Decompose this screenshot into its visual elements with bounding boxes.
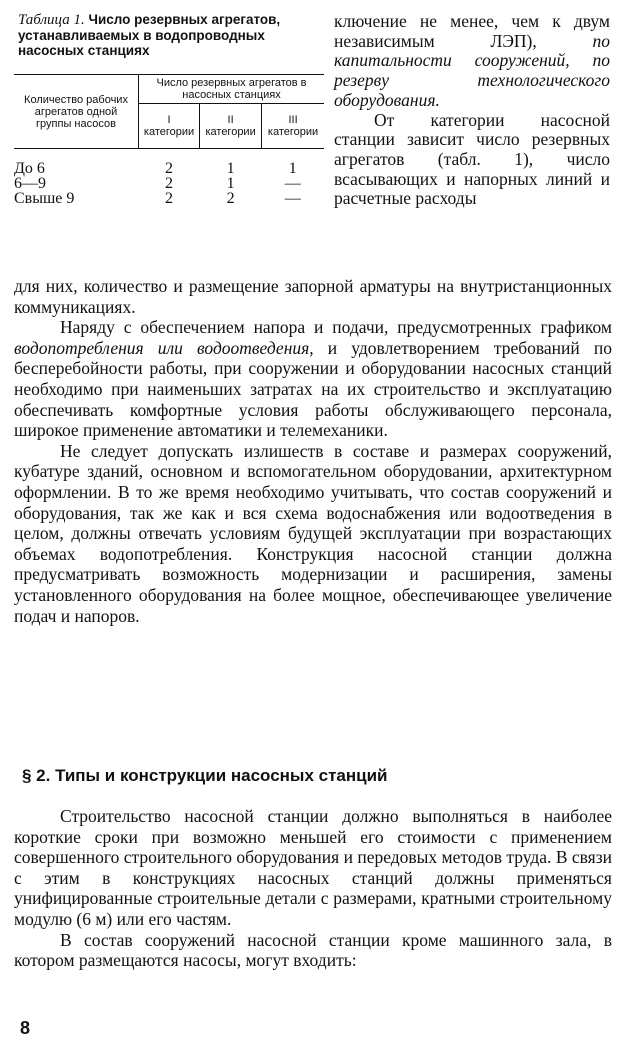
table-row [14,191,324,206]
paragraph [14,317,612,441]
main-text-lower [14,806,612,971]
page-number: 8 [20,1018,31,1038]
table-cell: — [284,190,301,207]
column-header-category-2: II категории [200,104,262,149]
right-column-text [334,12,610,209]
table-row [14,149,324,177]
column-header-category-3: III категории [262,104,324,149]
table-row-label: Свыше 9 [14,190,75,207]
table-cell: 2 [165,175,174,192]
italic-text-run: водопотребления или водоотведения, [14,337,314,358]
paragraph: В состав сооружений насосной станции кроме машинного зала, в котором размещаются насосы, могут входить: [14,929,612,971]
reserve-units-table [14,74,324,206]
text-run: Наряду с обеспечением напора и подачи, предусмотренных графиком [60,317,612,338]
section-heading: § 2. Типы и конструкции насосных станций [22,766,388,785]
table-cell: 2 [226,190,235,207]
table-caption-title: Число резервных агрегатов, устанавливаемых в водопроводных насосных станциях [18,12,281,58]
column-header-reserve-units: Число резервных агрегатов в насосных станциях [139,75,325,104]
paragraph-continuation: для них, количество и размещение запорной арматуры на внутристанционных коммуникациях. [14,276,612,317]
column-header-working-units: Количество рабочих агрегатов одной группы насосов [14,75,139,149]
paragraph: От категории насосной станции зависит число резервных агрегатов (табл. 1), число всасывающих и напорных линий и расчетные расходы [334,109,610,209]
table-cell: 1 [226,175,235,192]
table-cell: — [284,175,301,192]
table-cell: 1 [288,160,297,177]
table-row [14,176,324,191]
table-caption [18,12,318,58]
table-caption-number: Таблица 1. [18,12,85,28]
column-header-category-1: I категории [139,104,200,149]
table-cell: 2 [165,190,174,207]
italic-text-run: по капитальности сооружений, по резерву технологического оборудования. [334,30,610,110]
table-cell: 2 [165,160,174,177]
paragraph [334,12,610,111]
paragraph: Строительство насосной станции должно выполняться в наиболее короткие сроки при возможно меньшей его стоимости с применением совершенного строительного оборудования и передовых методов труда. В связи с этим в конструкциях насосных станций должны применяться унифицированные строительные детали с размерами, кратными строительному модулю (6 м) или его частям. [14,806,612,929]
text-run: ключение не менее, чем к двум независимым ЛЭП), [334,11,610,51]
table-row-label: До 6 [14,160,45,177]
table-cell: 1 [226,160,235,177]
main-text-upper [14,276,612,626]
text-run: и удовлетворением требований по бесперебойности работы, при сооружении и оборудовании насосных станций необходимо при наименьших затратах на их строительство и эксплуатацию обеспечивать комфортные условия работы обслуживающего персонала, широкое применение автоматики и телемеханики. [14,337,613,441]
paragraph: Не следует допускать излишеств в составе и размерах сооружений, кубатуре зданий, основном и вспомогательном оборудовании, архитектурном оформлении. В то же время необходимо учитывать, что состав сооружений и оборудования, так же как и вся схема водоснабжения или водоотведения в целом, должны отвечать условиям будущей эксплуатации при возрастающих объемах водопотребления. Конструкция насосной станции должна предусматривать возможность модернизации и расширения, замены установленного оборудования на более мощное, обеспечивающее увеличение подач и напоров. [14,440,612,626]
table-row-label: 6—9 [14,175,46,192]
